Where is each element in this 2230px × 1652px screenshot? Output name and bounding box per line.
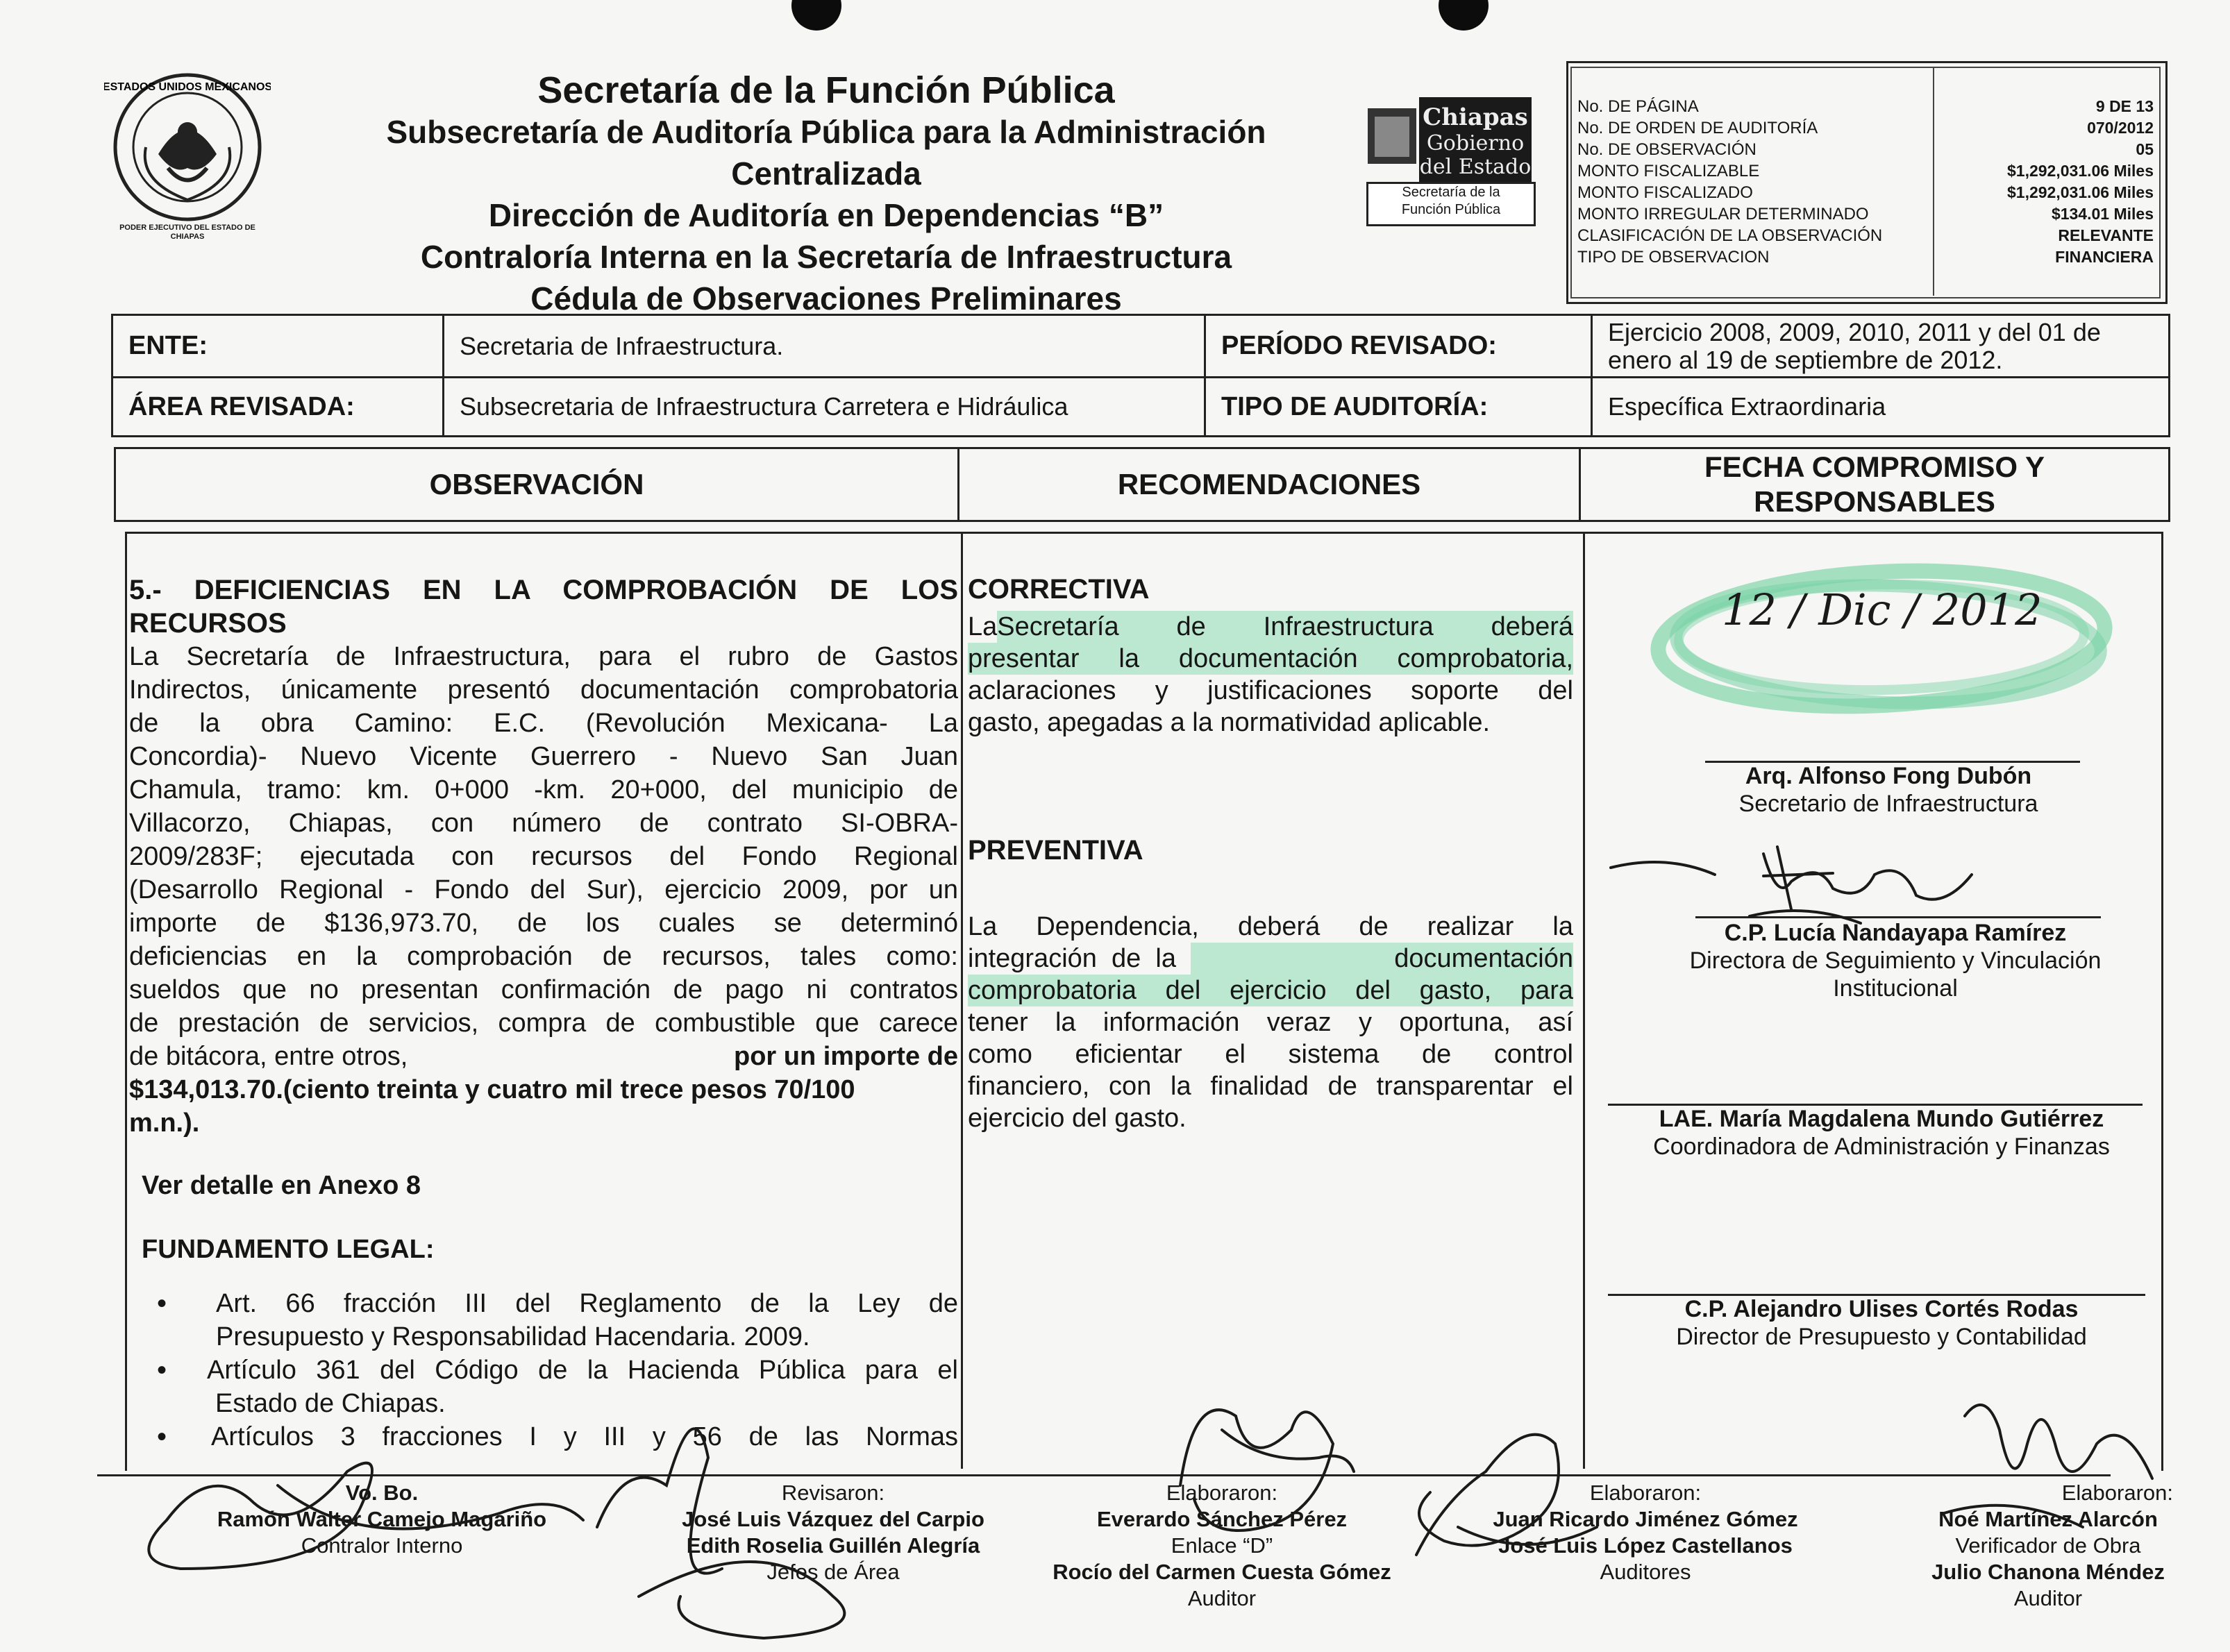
periodo-value-line: Ejercicio 2008, 2009, 2010, 2011 y del 01 de xyxy=(1608,317,2101,346)
responsible-3 xyxy=(1597,1105,2166,1161)
meta-label: TIPO DE OBSERVACION xyxy=(1577,248,1770,267)
footer-role: Jefes de Área xyxy=(766,1560,900,1584)
rec-line: financiero, con la finalidad de transparentar el xyxy=(968,1072,1573,1101)
rec-highlight: Secretaría de Infraestructura deberá xyxy=(997,612,1573,641)
legal-list xyxy=(129,1287,958,1453)
footer-elaboraron-3 xyxy=(1902,1480,2194,1612)
logo-caption-box xyxy=(1366,182,1536,226)
footer-name: Rocío del Carmen Cuesta Gómez xyxy=(1053,1560,1391,1584)
state-seal xyxy=(104,64,271,246)
observation-amount-cont: m.n.). xyxy=(129,1109,200,1138)
footer-name: Juan Ricardo Jiménez Gómez xyxy=(1493,1507,1798,1531)
fundamento-legal-heading: FUNDAMENTO LEGAL: xyxy=(142,1235,435,1264)
tipo-auditoria-value: Específica Extraordinaria xyxy=(1592,378,2170,437)
meta-value: $1,292,031.06 Miles xyxy=(2007,162,2154,180)
meta-value: 9 DE 13 xyxy=(2095,97,2154,115)
observation-line-normal: de bitácora, entre otros, xyxy=(129,1042,408,1071)
observation-title-cont: RECURSOS xyxy=(129,608,287,639)
responsible-2 xyxy=(1618,919,2173,1002)
logo-caption-line: Secretaría de la xyxy=(1402,185,1500,200)
responsible-role: Coordinadora de Administración y Finanzas xyxy=(1653,1133,2110,1160)
audit-meta-values xyxy=(2007,96,2154,268)
rec-highlight: documentación xyxy=(1191,943,1573,975)
audit-meta-divider xyxy=(1933,67,1934,296)
fecha-header-line: RESPONSABLES xyxy=(1754,485,1995,518)
observacion-header: OBSERVACIÓN xyxy=(115,448,959,521)
observation-line: sueldos que no presentan confirmación de pago ni contratos xyxy=(129,975,958,1004)
footer-elaboraron-1 xyxy=(1021,1480,1423,1612)
column-divider xyxy=(1583,532,1585,1469)
legal-item-line: • Artículo 361 del Código de la Hacienda Pública para el xyxy=(207,1356,958,1385)
correctiva-heading: CORRECTIVA xyxy=(968,574,1150,605)
meta-value: RELEVANTE xyxy=(2058,226,2154,244)
observation-line: La Secretaría de Infraestructura, para el rubro de Gastos xyxy=(129,642,958,671)
logo-caption-line: Función Pública xyxy=(1401,202,1501,217)
meta-label: No. DE PÁGINA xyxy=(1577,97,1699,116)
footer-name: Julio Chanona Méndez xyxy=(1931,1560,2165,1584)
responsible-4 xyxy=(1597,1295,2166,1351)
highlighter-circle xyxy=(1645,555,2124,736)
periodo-value xyxy=(1592,315,2170,378)
footer-name: José Luis Vázquez del Carpio xyxy=(682,1507,984,1531)
document-titles xyxy=(305,69,1347,319)
footer-heading: Vo. Bo. xyxy=(345,1481,419,1505)
footer-vobo xyxy=(174,1480,590,1559)
legal-item-line: • Artículos 3 fracciones I y III y 56 de las Normas xyxy=(211,1422,958,1451)
footer-role: Enlace “D” xyxy=(1171,1533,1273,1558)
ver-detalle: Ver detalle en Anexo 8 xyxy=(142,1171,421,1200)
observation-title: 5.- DEFICIENCIAS EN LA COMPROBACIÓN DE LOS xyxy=(129,575,958,605)
rec-line: gasto, apegadas a la normatividad aplicable. xyxy=(968,708,1491,737)
responsible-role: Directora de Seguimiento y Vinculación xyxy=(1689,947,2102,974)
punch-hole xyxy=(791,0,841,31)
responsible-name: C.P. Alejandro Ulises Cortés Rodas xyxy=(1684,1296,2079,1322)
periodo-value-line: enero al 19 de septiembre de 2012. xyxy=(1608,345,2003,374)
title-direccion: Dirección de Auditoría en Dependencias “B” xyxy=(488,197,1164,233)
rec-line xyxy=(968,611,1573,643)
footer-heading: Elaboraron: xyxy=(1166,1481,1278,1505)
observation-line: Villacorzo, Chiapas, con número de contrato SI-OBRA- xyxy=(129,809,958,838)
commitment-date xyxy=(1645,555,2124,736)
commitment-date-text: 12 / Dic / 2012 xyxy=(1722,584,2043,635)
footer-role: Auditor xyxy=(2013,1586,2083,1610)
responsible-name: LAE. María Magdalena Mundo Gutiérrez xyxy=(1659,1106,2104,1132)
legal-item xyxy=(129,1420,958,1453)
legal-item xyxy=(129,1287,958,1354)
meta-label: MONTO IRREGULAR DETERMINADO xyxy=(1577,205,1869,224)
footer-revisaron xyxy=(611,1480,1055,1585)
legal-item-line: Estado de Chiapas. xyxy=(215,1389,446,1418)
observation-amount: $134,013.70.(ciento treinta y cuatro mil trece pesos 70/100 xyxy=(129,1075,855,1104)
observation-line-bold: por un importe de xyxy=(734,1042,958,1071)
rec-line: aclaraciones y justificaciones soporte del xyxy=(968,676,1573,705)
logo-gobierno-text: Gobierno xyxy=(1426,131,1525,155)
meta-value: 05 xyxy=(2136,140,2154,158)
footer-name: Edith Roselia Guillén Alegría xyxy=(686,1533,980,1558)
responsible-role: Secretario de Infraestructura xyxy=(1738,791,2038,817)
responsible-1 xyxy=(1618,762,2159,818)
responsible-name: C.P. Lucía Nandayapa Ramírez xyxy=(1724,920,2067,946)
meta-label: CLASIFICACIÓN DE LA OBSERVACIÓN xyxy=(1577,226,1883,245)
column-divider xyxy=(961,532,963,1469)
preventiva-heading: PREVENTIVA xyxy=(968,835,1143,866)
rec-line xyxy=(968,943,1573,975)
title-contraloria: Contraloría Interna en la Secretaría de Infraestructura xyxy=(420,239,1232,275)
ente-label: ENTE: xyxy=(112,315,444,378)
meta-value: 070/2012 xyxy=(2087,119,2154,137)
logo-chiapas-text: Chiapas xyxy=(1423,103,1528,131)
observation-column xyxy=(129,573,958,1453)
title-centralizada: Centralizada xyxy=(731,155,921,192)
area-label: ÁREA REVISADA: xyxy=(112,378,444,437)
ente-value: Secretaria de Infraestructura. xyxy=(444,315,1205,378)
title-subsecretaria: Subsecretaría de Auditoría Pública para la Administración xyxy=(386,114,1266,150)
footer-role: Auditor xyxy=(1187,1586,1257,1610)
periodo-label: PERÍODO REVISADO: xyxy=(1205,315,1592,378)
fecha-responsables-header xyxy=(1580,448,2170,521)
observation-line: (Desarrollo Regional - Fondo del Sur), ejercicio 2009, por un xyxy=(129,875,958,904)
meta-value: $1,292,031.06 Miles xyxy=(2007,183,2154,201)
legal-item-line: Presupuesto y Responsabilidad Hacendaria. 2009. xyxy=(216,1322,810,1351)
rec-line: ejercicio del gasto. xyxy=(968,1104,1187,1133)
rec-line: tener la información veraz y oportuna, así xyxy=(968,1008,1573,1037)
legal-item xyxy=(129,1354,958,1420)
footer-name: José Luis López Castellanos xyxy=(1498,1533,1793,1558)
seal-ring-text: ESTADOS UNIDOS MEXICANOS xyxy=(104,81,271,93)
observation-line: importe de $136,973.70, de los cuales se determinó xyxy=(129,909,958,938)
observation-line: Concordia)- Nuevo Vicente Guerrero - Nuevo San Juan xyxy=(129,742,958,771)
footer-name: Everardo Sánchez Pérez xyxy=(1096,1507,1348,1531)
footer-heading: Elaboraron: xyxy=(2061,1481,2173,1505)
footer-elaboraron-2 xyxy=(1451,1480,1840,1585)
audit-info-table xyxy=(111,314,2170,437)
legal-item-line: • Art. 66 fracción III del Reglamento de la Ley de xyxy=(216,1289,958,1318)
meta-label: No. DE ORDEN DE AUDITORÍA xyxy=(1577,119,1818,137)
audit-meta-labels xyxy=(1577,96,1882,268)
meta-label: MONTO FISCALIZADO xyxy=(1577,183,1753,202)
fecha-header-line: FECHA COMPROMISO Y xyxy=(1704,450,2045,483)
rec-text: La xyxy=(968,612,998,641)
observation-line: Chamula, tramo: km. 0+000 -km. 20+000, del municipio de xyxy=(129,775,958,804)
responsible-role: Director de Presupuesto y Contabilidad xyxy=(1676,1324,2087,1350)
rec-line: comprobatoria del ejercicio del gasto, para xyxy=(968,976,1573,1005)
observation-line: deficiencias en la comprobación de recursos, tales como: xyxy=(129,942,958,971)
footer-role: Contralor Interno xyxy=(301,1533,463,1558)
footer-heading: Revisaron: xyxy=(781,1481,885,1505)
footer-rule xyxy=(97,1474,2111,1476)
responsible-name: Arq. Alfonso Fong Dubón xyxy=(1745,763,2032,789)
footer-name: Noé Martínez Alarcón xyxy=(1938,1507,2158,1531)
rec-line: La Dependencia, deberá de realizar la xyxy=(968,912,1573,941)
meta-label: MONTO FISCALIZABLE xyxy=(1577,162,1760,180)
recommendations-column xyxy=(968,573,1573,1134)
title-secretaria: Secretaría de la Función Pública xyxy=(537,69,1115,111)
area-value: Subsecretaria de Infraestructura Carretera e Hidráulica xyxy=(444,378,1205,437)
observation-line: de prestación de servicios, compra de combustible que carece xyxy=(129,1009,958,1038)
footer-role: Auditores xyxy=(1600,1560,1691,1584)
observation-line: 2009/283F; ejecutada con recursos del Fondo Regional xyxy=(129,842,958,871)
footer-role: Verificador de Obra xyxy=(1955,1533,2141,1558)
signature-line xyxy=(1695,916,2101,918)
title-cedula: Cédula de Observaciones Preliminares xyxy=(530,280,1122,317)
rec-line: presentar la documentación comprobatoria, xyxy=(968,644,1573,673)
responsible-role: Institucional xyxy=(1833,975,1958,1002)
rec-text: integración de la xyxy=(968,944,1191,973)
footer-name: Ramón Walter Camejo Magariño xyxy=(217,1507,547,1531)
tipo-auditoria-label: TIPO DE AUDITORÍA: xyxy=(1205,378,1592,437)
section-header-table xyxy=(114,447,2170,522)
rec-line: como eficientar el sistema de control xyxy=(968,1040,1573,1069)
seal-caption: PODER EJECUTIVO DEL ESTADO DE CHIAPAS xyxy=(119,224,255,241)
observation-line xyxy=(129,1040,958,1073)
logo-estado-text: del Estado xyxy=(1419,155,1532,179)
meta-label: No. DE OBSERVACIÓN xyxy=(1577,140,1757,159)
observation-line: Indirectos, únicamente presentó documentación comprobatoria xyxy=(129,675,958,705)
punch-hole xyxy=(1439,0,1489,31)
footer-heading: Elaboraron: xyxy=(1589,1481,1702,1505)
recomendaciones-header: RECOMENDACIONES xyxy=(959,448,1580,521)
meta-value: $134.01 Miles xyxy=(2051,205,2154,223)
observation-line: de la obra Camino: E.C. (Revolución Mexicana- La xyxy=(129,709,958,738)
meta-value: FINANCIERA xyxy=(2055,248,2154,266)
